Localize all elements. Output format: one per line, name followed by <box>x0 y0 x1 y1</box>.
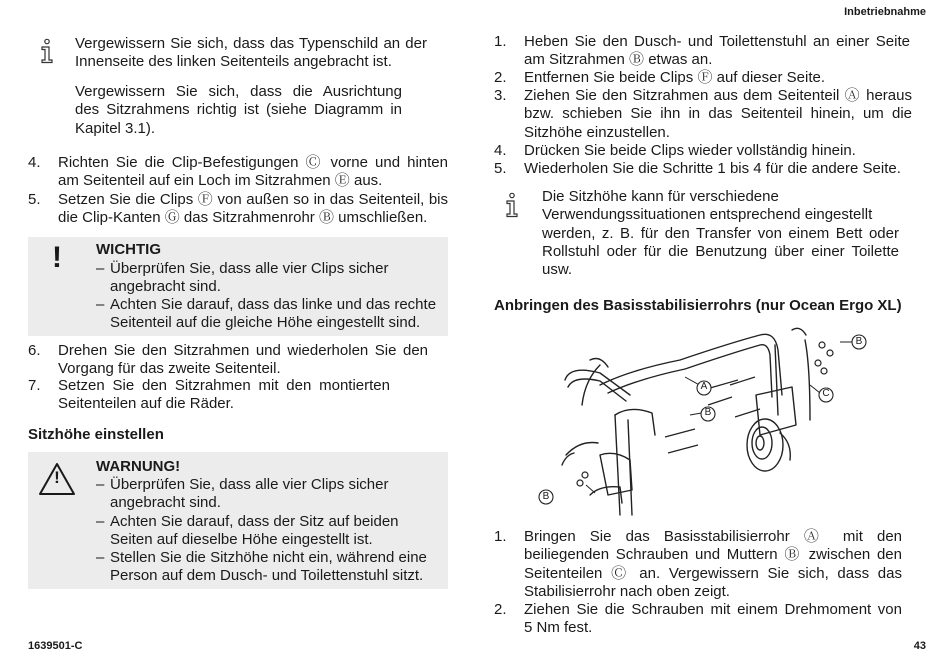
list-item: 1. Bringen Sie das Basisstabilisierrohr Ⓐ mit den beiliegenden Schrauben und Muttern Ⓑ zwischen den Seitenteilen Ⓒ an. Vergewissern Sie sich, dass das Stabilisierrohr nach oben zeigt. <box>494 528 902 600</box>
list-item: 5. Setzen Sie die Clips Ⓕ von außen so in das Seitenteil, bis die Clip-Kanten Ⓖ das Sitzrahmenrohr Ⓑ umschließen. <box>28 191 448 227</box>
warning-box <box>28 452 448 589</box>
list-item: 5. Wiederholen Sie die Schritte 1 bis 4 für die andere Seite. <box>494 160 901 177</box>
info-icon <box>503 192 521 218</box>
important-title: WICHTIG <box>96 241 161 258</box>
list-item: 4. Richten Sie die Clip-Befestigungen Ⓒ vorne und hinten am Seitenteil auf ein Loch im Sitzrahmen Ⓔ aus. <box>28 154 448 190</box>
stabilizer-assembly-diagram <box>560 325 880 520</box>
document-number: 1639501-C <box>28 640 83 652</box>
warning-exclamation: ! <box>54 468 60 487</box>
list-item: 6. Drehen Sie den Sitzrahmen und wiederholen Sie den Vorgang für das zweite Seitenteil. <box>28 342 428 378</box>
chapter-header: Inbetriebnahme <box>844 6 926 18</box>
bullet-item: – Überprüfen Sie, dass alle vier Clips sicher angebracht sind. <box>96 476 389 512</box>
info-note-para1: Vergewissern Sie sich, dass das Typenschild an der Innenseite des linken Seitenteils angebracht ist. <box>75 35 427 71</box>
diagram-label-b: B <box>855 336 863 347</box>
bullet-item: – Achten Sie darauf, dass das linke und das rechte Seitenteil auf die gleiche Höhe eingestellt sind. <box>96 296 437 332</box>
info-note-para2: Vergewissern Sie sich, dass die Ausrichtung des Sitzrahmens richtig ist (siehe Diagramm in Kapitel 3.1). <box>75 83 402 137</box>
list-item: 4. Drücken Sie beide Clips wieder vollständig hinein. <box>494 142 856 159</box>
diagram-label-c: C <box>822 388 830 399</box>
list-item: 2. Ziehen Sie die Schrauben mit einem Drehmoment von 5 Nm fest. <box>494 601 902 637</box>
warning-title: WARNUNG! <box>96 458 181 475</box>
page-number: 43 <box>913 640 926 652</box>
info-note-sitzhoehe: Die Sitzhöhe kann für verschiedene Verwendungssituationen entsprechend eingestellt werden, z. B. für den Transfer von einem Bett oder Rollstuhl oder für die Benutzung über einer Toilette usw. <box>542 188 899 279</box>
diagram-label-b: B <box>704 407 712 418</box>
list-item: 2. Entfernen Sie beide Clips Ⓕ auf dieser Seite. <box>494 69 826 86</box>
diagram-label-b: B <box>542 491 550 502</box>
diagram-label-a: A <box>700 381 708 392</box>
list-item: 7. Setzen Sie den Sitzrahmen mit den montierten Seitenteilen auf die Räder. <box>28 377 390 413</box>
section-heading: Sitzhöhe einstellen <box>28 426 164 443</box>
section-heading: Anbringen des Basisstabilisierrohrs (nur Ocean Ergo XL) <box>494 297 902 314</box>
bullet-item: – Überprüfen Sie, dass alle vier Clips sicher angebracht sind. <box>96 260 389 296</box>
list-item: 3. Ziehen Sie den Sitzrahmen aus dem Seitenteil Ⓐ heraus bzw. schieben Sie ihn in das Seitenteil hinein, um die Sitzhöhe einzustellen. <box>494 87 912 141</box>
list-item: 1. Heben Sie den Dusch- und Toilettenstuhl an einer Seite am Sitzrahmen Ⓑ etwas an. <box>494 33 910 69</box>
bullet-item: – Achten Sie darauf, dass der Sitz auf beiden Seiten auf dieselbe Höhe eingestellt ist. <box>96 513 399 549</box>
info-icon <box>38 38 56 64</box>
exclamation-icon: ! <box>52 241 62 274</box>
bullet-item: – Stellen Sie die Sitzhöhe nicht ein, während eine Person auf dem Dusch- und Toilettenstuhl sitzt. <box>96 549 427 585</box>
important-box <box>28 237 448 336</box>
